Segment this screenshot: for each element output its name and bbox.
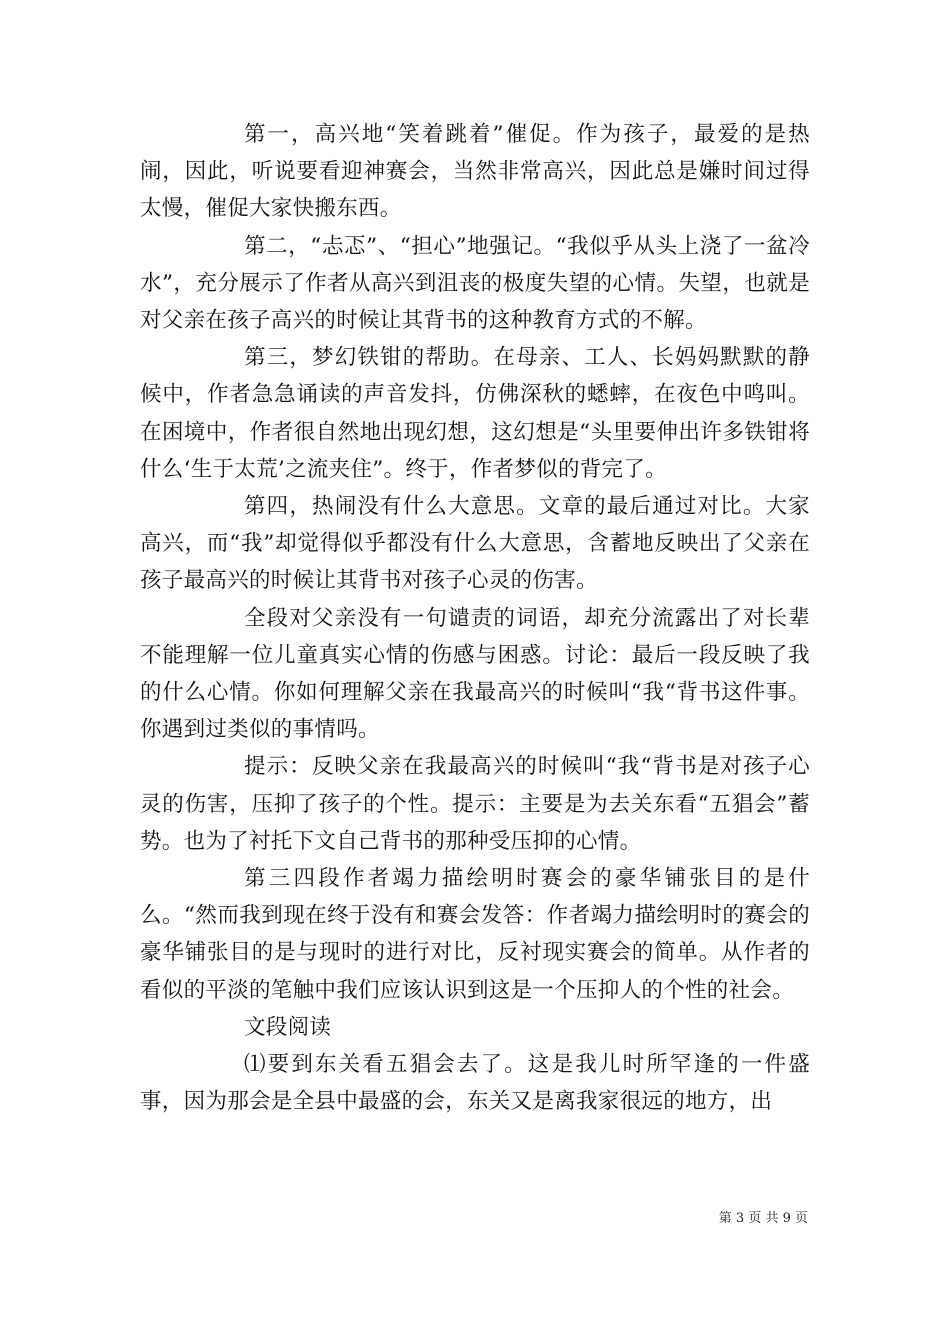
- paragraph-8: ⑴要到东关看五猖会去了。这是我儿时所罕逢的一件盛事，因为那会是全县中最盛的会，东关又是离我家很远的地方，出: [140, 1052, 810, 1115]
- paragraph-1: 第一，高兴地“笑着跳着”催促。作为孩子，最爱的是热闹，因此，听说要看迎神赛会，当然非常高兴，因此总是嫌时间过得太慢，催促大家快搬东西。: [140, 122, 810, 222]
- paragraph-4: 第四，热闹没有什么大意思。文章的最后通过对比。大家高兴，而“我”却觉得似乎都没有什么大意思，含蓄地反映出了父亲在孩子最高兴的时候让其背书对孩子心灵的伤害。: [140, 494, 810, 594]
- document-body: [140, 116, 810, 1120]
- paragraph-6: 提示：反映父亲在我最高兴的时候叫“我“背书是对孩子心灵的伤害，压抑了孩子的个性。提示：主要是为去关东看“五猖会”蓄势。也为了衬托下文自己背书的那种受压抑的心情。: [140, 754, 810, 854]
- section-heading: 文段阅读: [244, 1014, 332, 1040]
- paragraph-2: 第二，“忐忑”、“担心”地强记。“我似乎从头上浇了一盆冷水”，充分展示了作者从高兴到沮丧的极度失望的心情。失望，也就是对父亲在孩子高兴的时候让其背书的这种教育方式的不解。: [140, 233, 810, 334]
- paragraph-5: 全段对父亲没有一句谴责的词语，却充分流露出了对长辈不能理解一位儿童真实心情的伤感与困惑。讨论：最后一段反映了我的什么心情。你如何理解父亲在我最高兴的时候叫“我“背书这件事。你遇到过类似的事情吗。: [140, 605, 810, 743]
- paragraph-3: 第三，梦幻铁钳的帮助。在母亲、工人、长妈妈默默的静候中，作者急急诵读的声音发抖，仿佛深秋的蟋蟀，在夜色中鸣叫。在困境中，作者很自然地出现幻想，这幻想是“头里要伸出许多铁钳将什么‘生于太荒’之流夹住”。终于，作者梦似的背完了。: [140, 345, 810, 482]
- paragraph-7: 第三四段作者竭力描绘明时赛会的豪华铺张目的是什么。“然而我到现在终于没有和赛会发答：作者竭力描绘明时的赛会的豪华铺张目的是与现时的进行对比，反衬现实赛会的简单。从作者的看似的平淡的笔触中我们应该认识到这是一个压抑人的个性的社会。: [140, 866, 810, 1003]
- page-number-footer: 第 3 页 共 9 页: [718, 1211, 808, 1226]
